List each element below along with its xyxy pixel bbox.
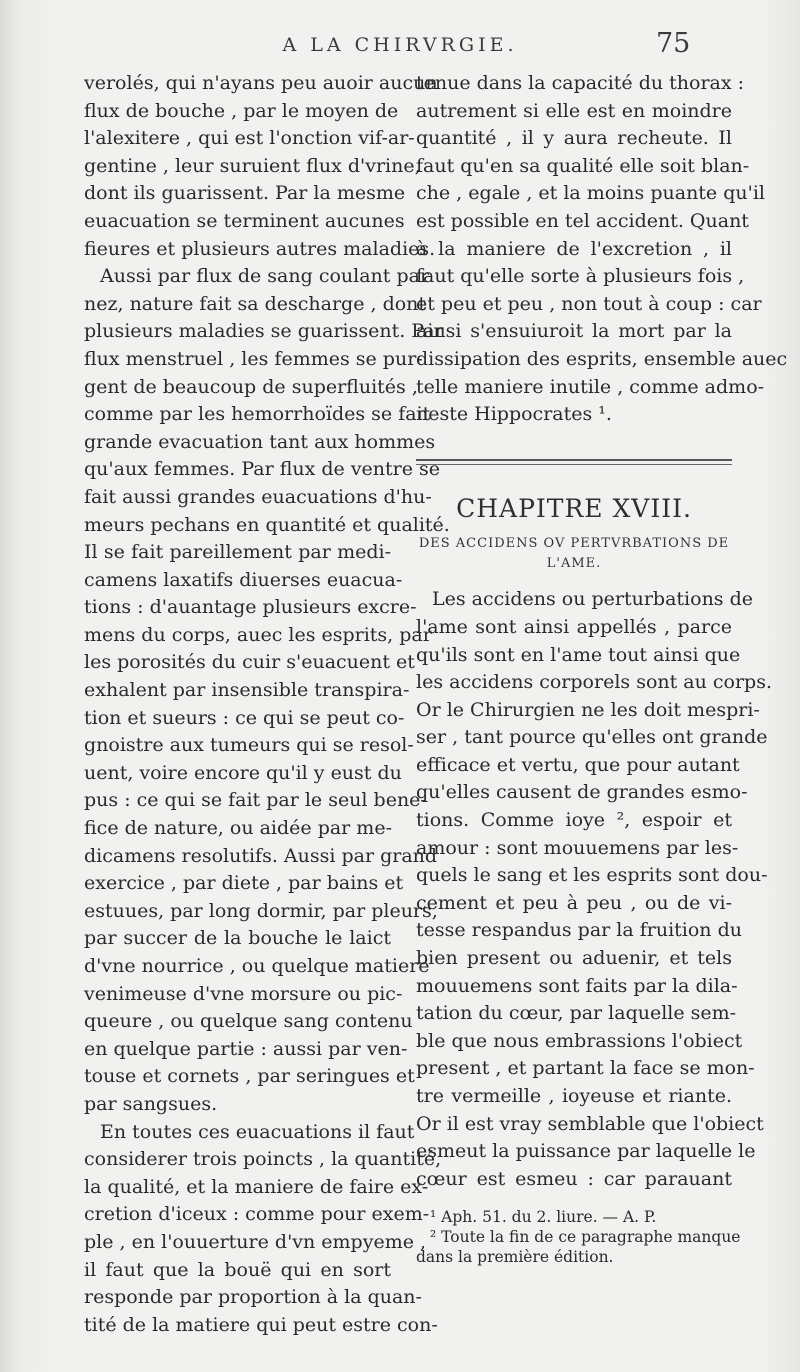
text-line: est possible en tel accident. Quant [416,209,749,232]
chapter-subtitle [416,534,732,574]
text-line: touse et cornets , par seringues et [84,1065,415,1088]
chapter-rule-thin [416,464,732,465]
text-line: qu'aux femmes. Par flux de ventre se [84,458,441,481]
text-line: cœur est esmeu : car parauant [416,1167,732,1190]
left-column [84,70,450,1339]
right-paragraph-1 [416,70,788,429]
page-number: 75 [656,28,691,59]
text-line: tation du cœur, par laquelle sem- [416,1002,737,1025]
text-line: dicamens resolutifs. Aussi par grand [84,844,438,867]
text-line: l'alexitere , qui est l'onction vif-ar- [84,127,415,150]
text-line: efficace et vertu, que pour autant [416,753,740,776]
text-line: Or le Chirurgien ne les doit mespri- [416,698,760,721]
chapter-subtitle-line-1: DES ACCIDENS OV PERTVRBATIONS DE [418,536,730,552]
text-line: tions : d'auantage plusieurs excre- [84,596,417,619]
text-line: quantité , il y aura recheute. Il [416,127,732,150]
footnotes [416,1207,741,1267]
text-line: esmeut la puissance par laquelle le [416,1140,756,1163]
text-line: ainsi s'ensuiuroit la mort par la [416,320,732,343]
text-line: present , et partant la face se mon- [416,1057,755,1080]
running-head [0,26,800,66]
text-line: comme par les hemorrhoïdes se fait [84,403,431,426]
text-line: faut qu'elle sorte à plusieurs fois , [416,265,745,288]
text-line: gent de beaucoup de superfluités , [84,375,418,398]
text-line: fait aussi grandes euacuations d'hu- [84,485,432,508]
footnote-line: ² Toute la fin de ce paragraphe manque [430,1228,741,1247]
text-line: flux de bouche , par le moyen de [84,99,399,122]
text-line: nez, nature fait sa descharge , dont [84,292,427,315]
text-line: uent, voire encore qu'il y eust du [84,761,402,784]
text-line: verolés, qui n'ayans peu auoir aucun [84,72,438,94]
text-line: Les accidens ou perturbations de [432,588,754,611]
text-line: pus : ce qui se fait par le seul bene- [84,789,427,812]
text-line: en quelque partie : aussi par ven- [84,1037,408,1060]
chapter-subtitle-line-2: L'AME. [546,556,602,572]
text-line: euacuation se terminent aucunes [84,209,405,232]
text-line: responde par proportion à la quan- [84,1286,422,1309]
text-line: par sangsues. [84,1092,218,1115]
text-line: amour : sont mouuemens par les- [416,836,739,859]
text-line: exercice , par diete , par bains et [84,872,404,895]
left-paragraph-2 [84,263,450,1118]
text-line: cretion d'iceux : comme pour exem- [84,1203,430,1226]
text-line: fieures et plusieurs autres maladies. [84,237,436,260]
text-line: considerer trois poincts , la quantité, [84,1148,442,1171]
text-line: tité de la matiere qui peut estre con- [84,1313,438,1336]
right-column [416,70,788,1267]
text-line: telle maniere inutile , comme admo- [416,375,765,398]
text-line: l'ame sont ainsi appellés , parce [416,615,732,638]
text-line: dont ils guarissent. Par la mesme [84,182,406,205]
text-line: ple , en l'ouuerture d'vn empyeme , [84,1230,427,1253]
left-paragraph-1 [84,70,438,263]
text-line: cement et peu à peu , ou de vi- [416,891,732,914]
text-line: gnoistre aux tumeurs qui se resol- [84,734,414,757]
text-line: dissipation des esprits, ensemble auec [416,347,788,370]
text-line: par succer de la bouche le laict [84,927,391,950]
text-line: d'vne nourrice , ou quelque matiere [84,955,430,977]
text-line: Aussi par flux de sang coulant par [100,265,430,288]
text-line: exhalent par insensible transpira- [84,679,410,702]
text-line: les accidens corporels sont au corps. [416,671,773,694]
text-line: et peu et peu , non tout à coup : car [416,292,762,315]
text-line: gentine , leur suruient flux d'vrine, [84,154,421,177]
text-line: tenue dans la capacité du thorax : [416,72,745,94]
text-line: il faut que la bouë qui en sort [84,1258,391,1281]
text-line: faut qu'en sa qualité elle soit blan- [416,154,750,177]
chapter-rule [416,459,732,461]
text-line: qu'ils sont en l'ame tout ainsi que [416,643,741,666]
text-line: ble que nous embrassions l'obiect [416,1029,743,1052]
text-line: tre vermeille , ioyeuse et riante. [416,1085,732,1107]
text-line: mouuemens sont faits par la dila- [416,974,738,997]
text-line: ser , tant pource qu'elles ont grande [416,726,768,749]
text-line: queure , ou quelque sang contenu [84,1010,413,1033]
text-line: En toutes ces euacuations il faut [100,1120,415,1143]
text-line: la qualité, et la maniere de faire ex- [84,1175,429,1198]
running-head-title: A LA CHIRVRGIE. [282,34,518,56]
text-line: tions. Comme ioye ², espoir et [416,809,732,832]
text-line: flux menstruel , les femmes se pur- [84,347,423,370]
right-paragraph-2 [416,586,773,1193]
text-line: autrement si elle est en moindre [416,99,732,122]
left-paragraph-3 [84,1119,442,1340]
text-line: tion et sueurs : ce qui se peut co- [84,706,405,729]
footnote-line: dans la première édition. [416,1248,614,1267]
text-line: à la maniere de l'excretion , il [416,237,732,260]
text-line: bien present ou aduenir, et tels [416,947,732,970]
text-line: venimeuse d'vne morsure ou pic- [84,982,403,1005]
text-line: plusieurs maladies se guarissent. Par [84,320,444,343]
text-line: fice de nature, ou aidée par me- [84,817,392,840]
text-line: camens laxatifs diuerses euacua- [84,568,403,591]
text-line: neste Hippocrates ¹. [416,403,612,426]
text-line: tesse respandus par la fruition du [416,919,742,942]
text-line: che , egale , et la moins puante qu'il [416,182,765,205]
text-line: mens du corps, auec les esprits, par [84,623,432,646]
text-line: les porosités du cuir s'euacuent et [84,651,415,674]
text-line: Or il est vray semblable que l'obiect [416,1112,764,1135]
text-line: qu'elles causent de grandes esmo- [416,781,748,804]
text-line: grande evacuation tant aux hommes [84,430,436,453]
chapter-title: CHAPITRE XVIII. [456,493,692,523]
text-line: quels le sang et les esprits sont dou- [416,864,768,887]
text-line: Il se fait pareillement par medi- [84,541,391,564]
footnote-line: ¹ Aph. 51. du 2. liure. — A. P. [430,1208,657,1227]
text-line: meurs pechans en quantité et qualité. [84,513,450,536]
text-line: estuues, par long dormir, par pleurs, [84,899,438,922]
